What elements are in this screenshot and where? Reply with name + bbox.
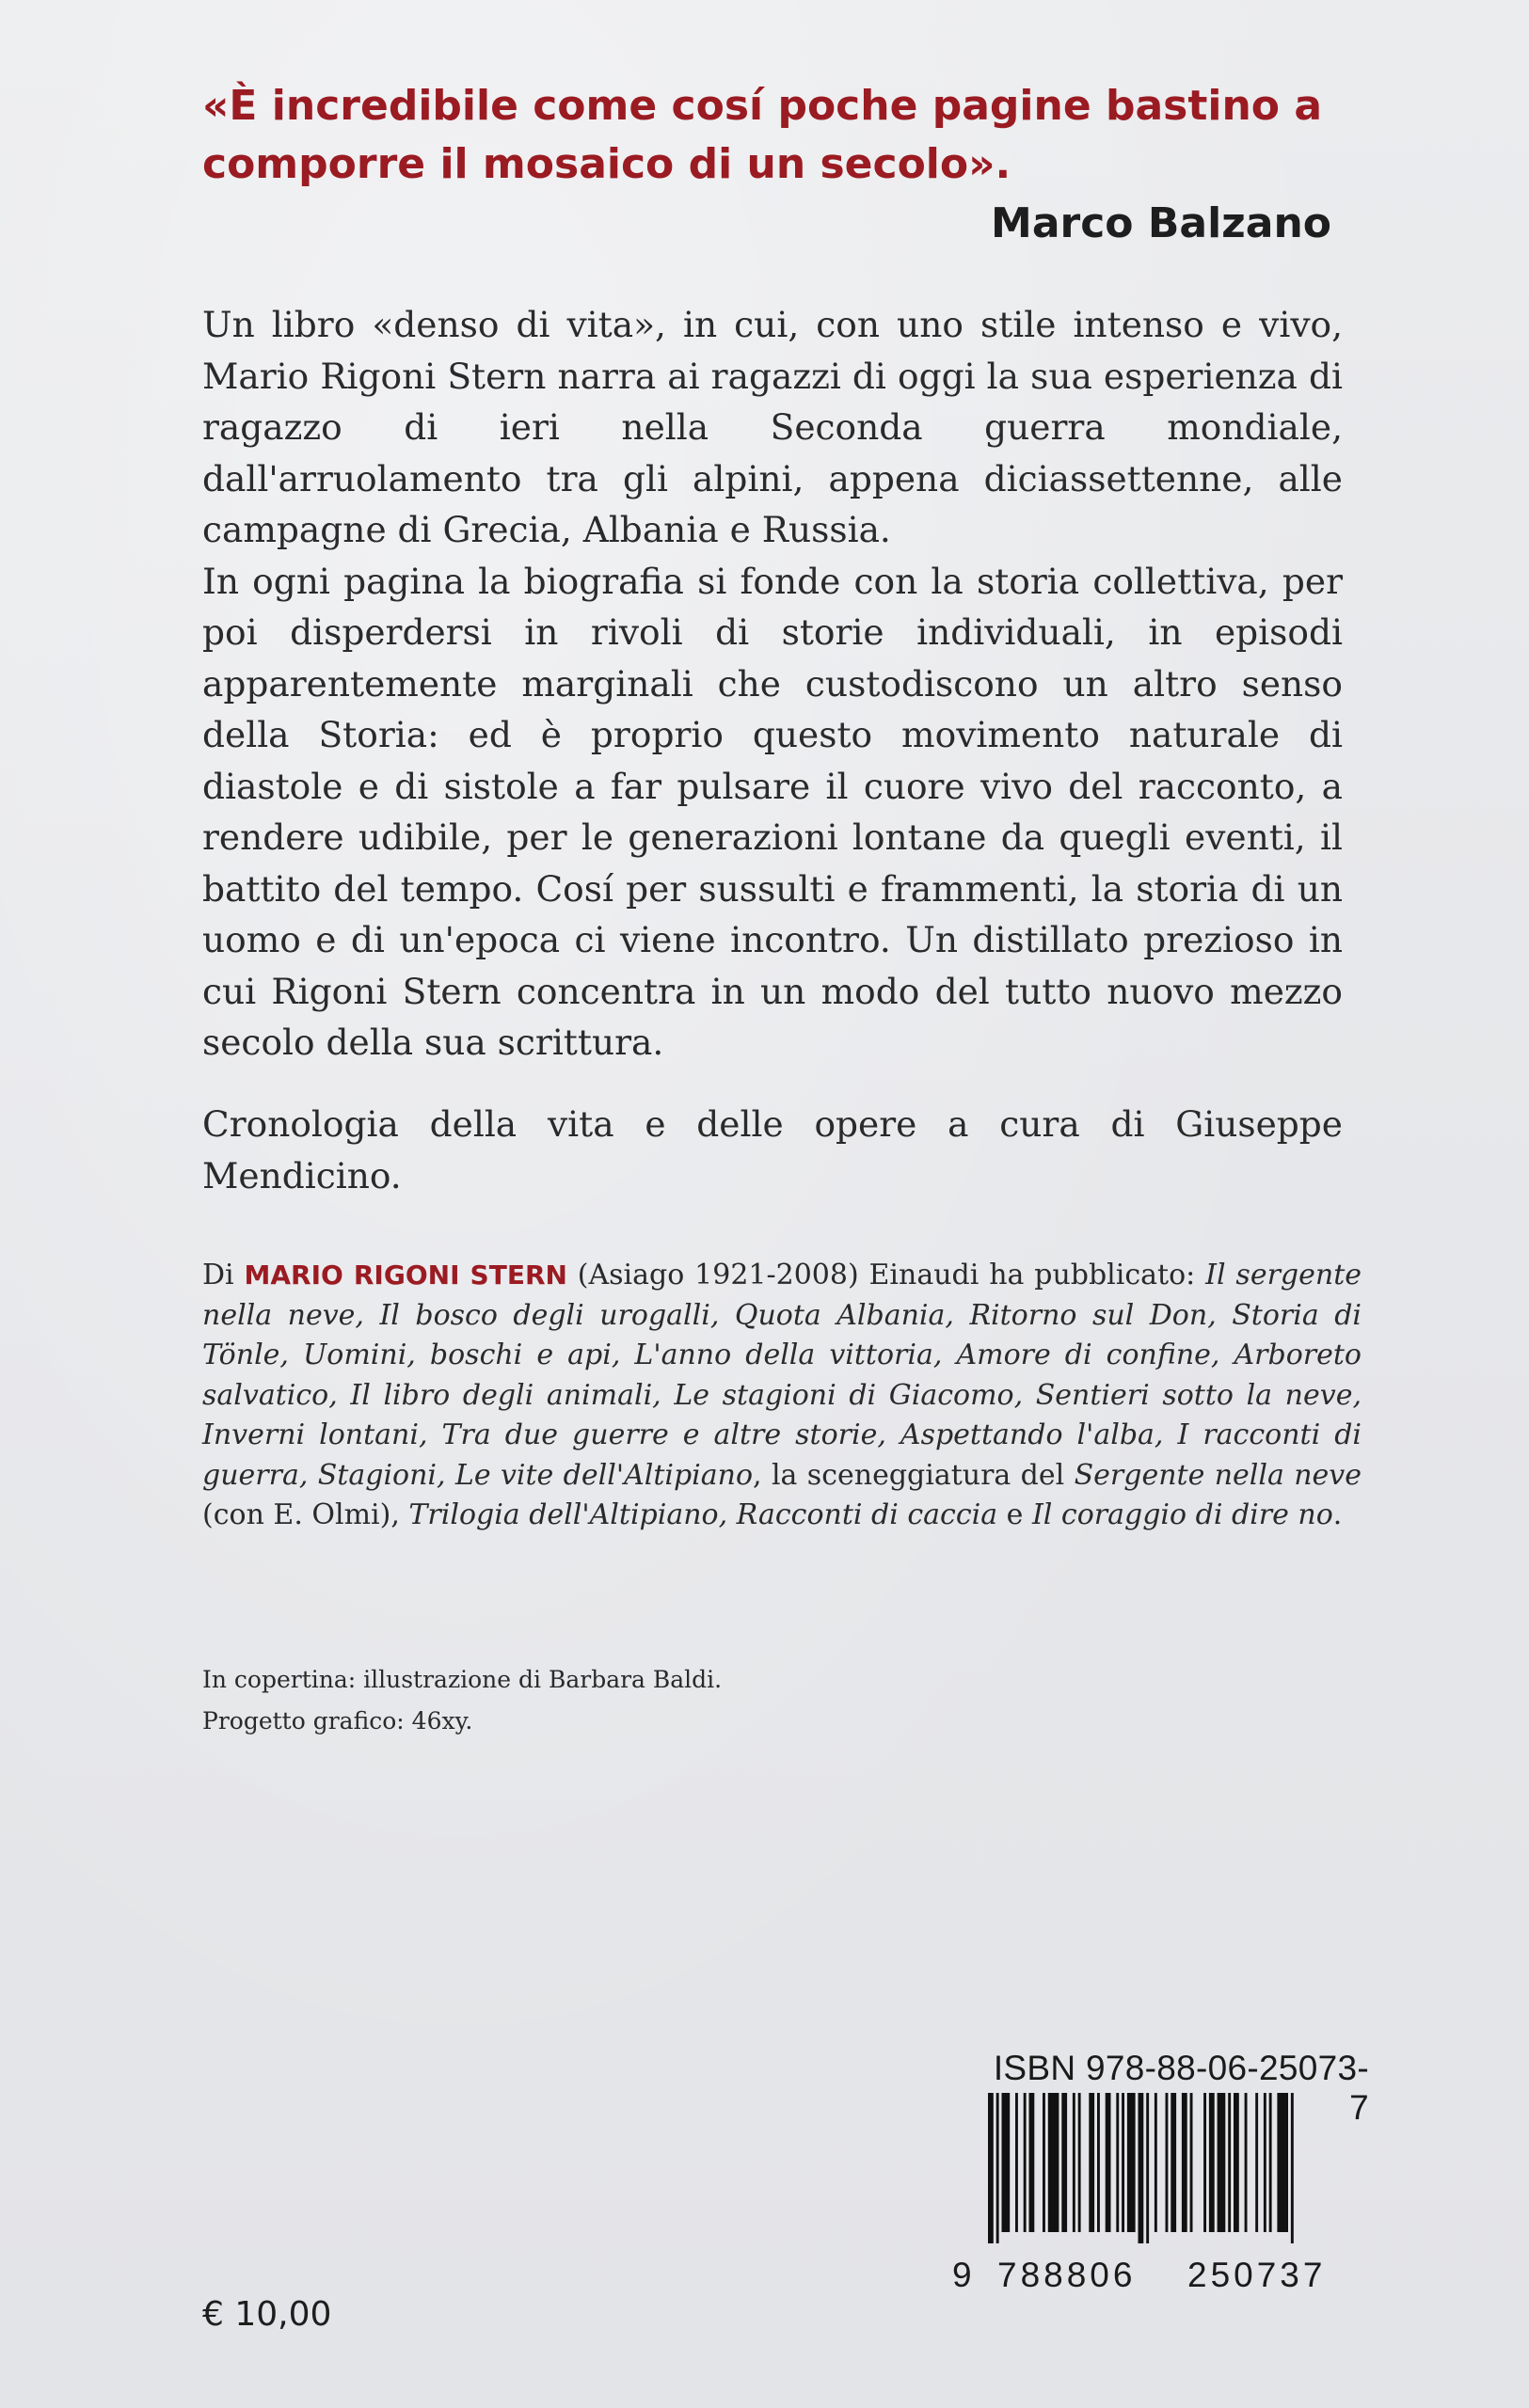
quote-text (202, 77, 1331, 194)
author-bio (202, 1256, 1362, 1536)
quote-author: Marco Balzano (991, 199, 1331, 247)
design-credit: Progetto grafico: 46xy. (202, 1707, 473, 1735)
bio-intro: (Asiago 1921-2008) Einaudi ha pubblicato: (566, 1259, 1206, 1291)
barcode-bar (1234, 2093, 1239, 2232)
author-name: MARIO RIGONI STERN (244, 1259, 567, 1291)
blurb-paragraph-1: Un libro «denso di vita», in cui, con uno stile intenso e vivo, Mario Rigoni Stern narra ai ragazzi di oggi la sua esperienza di ragazzo di ieri nella Seconda guerra mondiale, dall'arruolamento tra gli alpini, appena diciassettenne, alle campagne di Grecia, Albania e Russia. (202, 304, 1343, 550)
barcode-bar (1122, 2093, 1124, 2232)
bio-prefix: Di (202, 1259, 245, 1291)
price-label: € 10,00 (202, 2295, 332, 2334)
barcode-bar (1166, 2093, 1169, 2232)
quote-line-2: comporre il mosaico di un secolo». (202, 140, 1011, 188)
barcode-bar (1002, 2093, 1011, 2232)
barcode-digits-left: 788806 (997, 2256, 1137, 2294)
barcode-bar (1277, 2093, 1288, 2232)
barcode-bar (1078, 2093, 1081, 2232)
barcode-bar (1255, 2093, 1258, 2232)
barcode-bar (988, 2093, 994, 2243)
barcode-bar (1043, 2093, 1045, 2232)
barcode-bar (1155, 2093, 1157, 2232)
bio-connector-1: , la sceneggiatura del (753, 1458, 1075, 1492)
barcode-digits (952, 2256, 1376, 2303)
barcode-bar (1106, 2093, 1111, 2232)
barcode-bar (1269, 2093, 1272, 2232)
barcode-bar (1218, 2093, 1226, 2232)
barcode-bar (1089, 2093, 1094, 2232)
quote-line-1: «È incredibile come cosí poche pagine bastino a (202, 82, 1323, 130)
bio-last-work: Il coraggio di dire no (1031, 1498, 1333, 1531)
barcode-bar (1146, 2093, 1149, 2243)
barcode-bar (1097, 2093, 1100, 2232)
blurb (202, 299, 1343, 1069)
barcode-bar (1073, 2093, 1075, 2232)
barcode-bar (1116, 2093, 1119, 2232)
bio-connector-2: (con E. Olmi), (202, 1498, 409, 1531)
barcode-digit-first: 9 (952, 2256, 972, 2294)
bio-end: . (1332, 1498, 1343, 1531)
blurb-paragraph-2: In ogni pagina la biografia si fonde con la storia collettiva, per poi disperdersi in rivoli di storie individuali, in episodi apparentemente marginali che custodiscono un altro senso della Storia: ed è proprio questo movimento naturale di diastole e di sistole a far pulsare il cuore vivo del racconto, a rendere udibile, per le generazioni lontane da quegli eventi, il battito del tempo. Cosí per sussulti e frammenti, la storia di un uomo e di un'epoca ci viene incontro. Un distillato prezioso in cui Rigoni Stern concentra in un modo del tutto nuovo mezzo secolo della sua scrittura. (202, 560, 1343, 1063)
barcode-bar (1245, 2093, 1248, 2232)
barcode-bar (1228, 2093, 1231, 2232)
barcode-bar (1048, 2093, 1059, 2232)
barcode-bar (1291, 2093, 1294, 2243)
credits (202, 1659, 1049, 1742)
barcode-bar (1024, 2093, 1027, 2232)
isbn-label: ISBN 978-88-06-25073-7 (993, 2049, 1369, 2127)
bio-works-list: Il sergente nella neve, Il bosco degli urogalli, Quota Albania, Ritorno sul Don, Storia di Tönle, Uomini, boschi e api, L'anno della vittoria, Amore di confine, Arboreto salvatico, Il libro degli animali, Le stagioni di Giacomo, Sentieri sotto la neve, Inverni lontani, Tra due guerre e altre storie, Aspettando l'alba, I racconti di guerra, Stagioni, Le vite dell'Altipiano (202, 1259, 1362, 1492)
barcode-digits-right: 250737 (1187, 2256, 1327, 2294)
cronologia-note: Cronologia della vita e delle opere a cura di Giuseppe Mendicino. (202, 1103, 1343, 1196)
barcode-bar (1015, 2093, 1018, 2232)
barcode-bar (1029, 2093, 1035, 2232)
bio-screenplay-title: Sergente nella neve (1074, 1458, 1362, 1492)
barcode-bar (1171, 2093, 1176, 2232)
barcode-bar (996, 2093, 999, 2243)
barcode-bar (1139, 2093, 1144, 2243)
barcode-bar (1061, 2093, 1067, 2232)
barcode-bar (1127, 2093, 1136, 2232)
barcode-bar (1203, 2093, 1206, 2232)
barcode-bar (1264, 2093, 1266, 2232)
bio-works-tail: Trilogia dell'Altipiano, Racconti di caccia (408, 1498, 998, 1531)
barcode-bar (1209, 2093, 1215, 2232)
barcode-bar (1190, 2093, 1193, 2232)
barcode (986, 2093, 1370, 2243)
bio-connector-3: e (997, 1498, 1032, 1531)
barcode-bar (1182, 2093, 1187, 2232)
cover-credit: In copertina: illustrazione di Barbara Baldi. (202, 1666, 723, 1693)
